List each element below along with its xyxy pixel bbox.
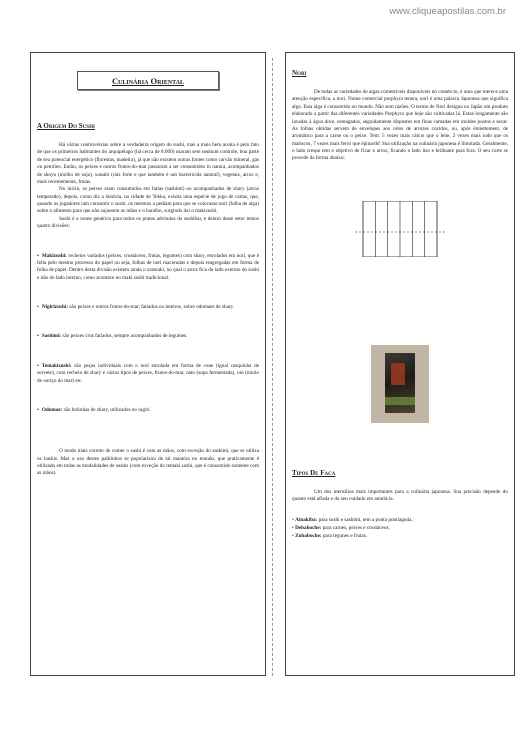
bullet-icon: •: [292, 516, 296, 523]
closing-paragraph: O modo mais correto de comer o sushi é com as mãos, com exceção do sashimi, que se utiliza os hashis. Mas o uso destes palitinhos se popularizou de tal maneira no mundo, que praticamente é utilizado em todas as modalidades de sushis (com exceção do temaki sushi, que é consumido somente com as mãos).: [37, 448, 259, 477]
bullet-icon: •: [292, 524, 296, 531]
nori-cut-diagram-svg: [355, 201, 445, 257]
nori-package-photo: [371, 345, 429, 423]
knife-term: Zubaboche:: [295, 533, 322, 540]
knife-text: para carnes, peixes e crustáceos.: [322, 524, 390, 531]
nori-package-label: [391, 363, 405, 385]
knives-paragraph: Um dos utensílios mais importantes para a culinária japonesa. Sua precisão depende do quanto está afiada e do seu cuidado em amolá-la.: [292, 488, 508, 503]
knife-list: [292, 516, 508, 541]
bullet-icon: •: [37, 304, 39, 310]
knife-item-zubaboche: [292, 532, 508, 540]
type-item-makizushi: [37, 253, 259, 283]
bullet-icon: •: [37, 333, 39, 340]
type-text: são peixes crus fatiados, sempre acompanhados de legumes.: [62, 333, 188, 340]
nori-package-strip: [385, 397, 415, 405]
bullet-icon: •: [292, 533, 296, 540]
type-text: são peças individuais com o nori enrolada em forma de cone (igual casquinha de sorvete), com recheio de shary e vários tipos de peixes, frutos-do-mar, nato (sopa fermentada), uni (miolo de ouriço do mar) etc.: [37, 362, 260, 384]
column-divider: [272, 58, 273, 676]
intro-paragraph-2: No início, os peixes eram consumidos em fatias (sashimi) ou acompanhados de shary (arroz temperado), depois, como diz a história, na cidade de Tekka, existia uma espécie de jogo de cartas, que, quando os jogadores iam consumir o sushi, os mesmos a pediam para que se colocasse nori (folha de alga) sobre o alimento para que não sujassem as mãos e o baralho, surgindo daí o makizushi.: [37, 186, 259, 215]
type-item-odomae: [37, 407, 259, 414]
site-watermark: www.cliqueapostilas.com.br: [389, 6, 506, 17]
intro-paragraph-3: Sushi é o nome genérico para todos os pratos advindos do sushibar, e dentro deste setor temos quatro divisões:: [37, 215, 259, 230]
knife-text: para legunes e frutas.: [322, 533, 368, 540]
type-term: Nigirizushi:: [41, 304, 69, 310]
page-title: Culinária Oriental: [77, 71, 219, 90]
type-item-nigirizushi: [37, 304, 259, 311]
type-term: Temakizushi:: [41, 362, 72, 369]
type-text: são bolinhas de shary, utilizados no nigiri.: [63, 406, 151, 413]
type-text: são peixes e outros frutos-do-mar, fatiados ou inteiros, sobre odomaes de shary.: [69, 304, 235, 310]
section-heading-facas: Tipos De Faca: [292, 468, 336, 477]
section-heading-nori: Nori: [292, 69, 307, 77]
intro-paragraph-1: Há várias controvérsias sobre a verdadeira origem do sushi, mas a mais bem aceita é pelo fato de que os primeiros habitantes do arquipélago (há cerca de 8.000) usaram sem nenhum controle, boa parte de seu potencial energético (florestas, madeira), já que não existem outras fontes como carvão mineral, gás ou petróleo. Então, os peixes e outros frutos-do-mar passaram a ser consumidos in natura, acompanhados de shoyu (molho de soja), wasabi (raiz forte e que também é um bactericida natural), vegetais, arroz e, mais recentemente, frutas.: [37, 142, 259, 185]
type-text: recheios variados (peixes, crustáceos, frutas, legumes) com shary, enrolados em nori, que é feita pelo mesmo processo do papel ou seja, folhas de nori maceradas e depois reagregadas em forma de folha de papel. Dentro desta divisão existem ainda o uramaki, no qual o arroz fica do lado externo do sushi e não do lado interno, como acontece no maki sushi tradicional.: [37, 252, 260, 281]
bullet-icon: •: [37, 362, 39, 369]
nori-cut-diagram: [355, 201, 445, 257]
type-term: Odomae:: [41, 406, 63, 413]
left-column: [30, 52, 266, 676]
knife-item-ainakiba: [292, 516, 508, 524]
type-term: Sashimi:: [41, 333, 62, 340]
bullet-icon: •: [37, 252, 39, 259]
section-heading-origem: A Origem Do Sushi: [37, 122, 95, 130]
knife-term: Ainakiba:: [295, 516, 318, 523]
type-term: Makizushi:: [41, 252, 67, 259]
type-item-temakizushi: [37, 363, 259, 385]
right-column: [285, 52, 515, 676]
knife-item-debahoche: [292, 524, 508, 532]
type-item-sashimi: [37, 333, 259, 340]
knife-text: para sushi e sashimi, tem a ponta pontiaguda.: [318, 516, 413, 523]
knife-term: Debahoche:: [295, 524, 322, 531]
bullet-icon: •: [37, 406, 39, 413]
nori-paragraph: De todas as variedades de algas comestíveis disponíveis no comércio, é uma que merece uma atenção específica, a nori. Nome comercial porphyra tenera, nori é uma palavra Japonesa que significa alga. Esta alga é consumido no mundo. Não sem razões. O termo de Nori designa no Japão um produto elaborado a partir das diferentes variedades Porphyra que hoje são cultivadas lá. Estas longamente são lavadas à água doce, esmagados, seguidamente dispostos em finas camadas em moldes postos a secar. As folhas obtidas servem de envelopes aos rolos de arrozes cozidos, ou, após émiettement, de aromático para a carne ou o peixe. Tem: 5 vezes mais cálcio que o leite, 2 vezes mais iodo que os mariscos, 7 vezes mais ferro que épinards! Sua utilização na culinária japonesa é ilimitada. Geralmente, o lado crespo tem o objetivo de fixar o arroz, ficando o lado liso e brilhante para fora. O seu corte se procede da forma abaixo:: [292, 89, 508, 162]
